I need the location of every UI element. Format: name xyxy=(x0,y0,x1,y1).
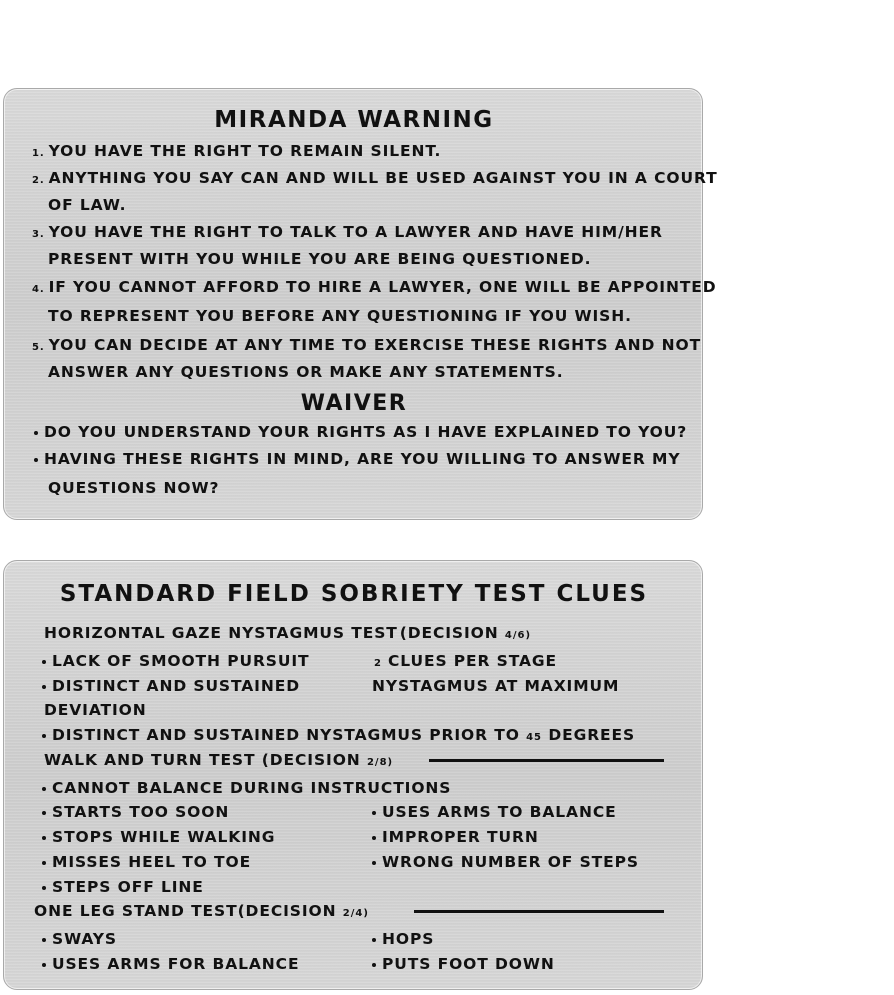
ols-write-line xyxy=(414,910,664,913)
hgn-heading-text: HORIZONTAL GAZE NYSTAGMUS TEST xyxy=(44,624,398,642)
miranda-item-2 xyxy=(32,169,718,187)
bullet-icon xyxy=(372,811,376,815)
wat-clue-left-2 xyxy=(40,828,275,846)
bullet-icon xyxy=(42,963,46,967)
item-text: IF YOU CANNOT AFFORD TO HIRE A LAWYER, ONE WILL BE APPOINTED xyxy=(48,278,717,296)
bullet-icon xyxy=(42,787,46,791)
hgn-heading xyxy=(44,624,531,642)
sobriety-card xyxy=(3,560,703,990)
miranda-item-3 xyxy=(32,223,663,241)
bullet-icon xyxy=(42,811,46,815)
item-text: ANYTHING YOU SAY CAN AND WILL BE USED AGAINST YOU IN A COURT xyxy=(48,169,718,187)
miranda-title: MIRANDA WARNING xyxy=(214,107,494,133)
item-text: CLUES PER STAGE xyxy=(387,652,558,670)
bullet-icon xyxy=(42,836,46,840)
bullet-icon xyxy=(372,836,376,840)
wat-decision-value: 2/8) xyxy=(366,757,394,768)
miranda-item-4 xyxy=(32,278,717,296)
sobriety-title: STANDARD FIELD SOBRIETY TEST CLUES xyxy=(59,581,649,607)
wat-clue-left-4 xyxy=(40,878,204,896)
item-text: DISTINCT AND SUSTAINED xyxy=(52,677,300,695)
bullet-icon xyxy=(42,660,46,664)
item-text: USES ARMS TO BALANCE xyxy=(382,803,617,821)
waiver-title: WAIVER xyxy=(300,391,408,416)
hgn-decision-label: (DECISION xyxy=(399,624,499,642)
item-text: LACK OF SMOOTH PURSUIT xyxy=(52,652,310,670)
hgn-clues-per-stage xyxy=(374,652,557,670)
clues-number: 2 xyxy=(374,658,382,669)
wat-clue-right-3 xyxy=(370,853,639,871)
item-text-2: DEGREES xyxy=(548,726,636,744)
wat-heading xyxy=(44,751,393,769)
hgn-decision-value: 4/6) xyxy=(504,630,532,641)
bullet-icon xyxy=(372,861,376,865)
bullet-icon xyxy=(372,938,376,942)
item-text: WRONG NUMBER OF STEPS xyxy=(382,853,639,871)
miranda-item-2-cont: OF LAW. xyxy=(48,196,127,214)
item-text: YOU HAVE THE RIGHT TO TALK TO A LAWYER AND HAVE HIM/HER xyxy=(48,223,663,241)
bullet-icon xyxy=(34,458,38,462)
waiver-item-2 xyxy=(32,450,681,468)
bullet-icon xyxy=(34,431,38,435)
item-text: YOU CAN DECIDE AT ANY TIME TO EXERCISE THESE RIGHTS AND NOT xyxy=(48,336,702,354)
bullet-icon xyxy=(42,685,46,689)
hgn-clue-distinct-sustained-3: DEVIATION xyxy=(44,701,147,719)
bullet-icon xyxy=(42,861,46,865)
miranda-item-5 xyxy=(32,336,701,354)
ols-clue-right-2 xyxy=(370,955,555,973)
ols-clue-right-1 xyxy=(370,930,434,948)
item-text: YOU HAVE THE RIGHT TO REMAIN SILENT. xyxy=(48,142,442,160)
item-text: STEPS OFF LINE xyxy=(52,878,204,896)
hgn-clue-distinct-sustained-2: NYSTAGMUS AT MAXIMUM xyxy=(372,677,620,695)
item-text: HOPS xyxy=(382,930,435,948)
ols-decision-label: (DECISION xyxy=(237,902,337,920)
hgn-clue-distinct-sustained xyxy=(40,677,300,695)
item-text: STARTS TOO SOON xyxy=(52,803,230,821)
wat-clue-left-3 xyxy=(40,853,251,871)
wat-heading-text: WALK AND TURN TEST xyxy=(44,751,256,769)
wat-clue-balance xyxy=(40,779,451,797)
ols-clue-left-2 xyxy=(40,955,299,973)
wat-write-line xyxy=(429,759,664,762)
bullet-icon xyxy=(42,938,46,942)
item-text: CANNOT BALANCE DURING INSTRUCTIONS xyxy=(52,779,452,797)
miranda-item-4-cont: TO REPRESENT YOU BEFORE ANY QUESTIONING IF YOU WISH. xyxy=(48,307,632,325)
item-text: USES ARMS FOR BALANCE xyxy=(52,955,300,973)
waiver-item-2-cont: QUESTIONS NOW? xyxy=(48,479,220,497)
item-text: DISTINCT AND SUSTAINED NYSTAGMUS PRIOR TO xyxy=(52,726,520,744)
miranda-item-3-cont: PRESENT WITH YOU WHILE YOU ARE BEING QUESTIONED. xyxy=(48,250,592,268)
item-number: 3. xyxy=(32,229,45,240)
wat-clue-right-2 xyxy=(370,828,539,846)
item-text: SWAYS xyxy=(52,930,117,948)
item-number: 1. xyxy=(32,148,45,159)
hgn-clue-prior-45 xyxy=(40,726,635,744)
ols-decision-value: 2/4) xyxy=(342,908,369,919)
item-number: 5. xyxy=(32,342,45,353)
miranda-card xyxy=(3,88,718,520)
wat-clue-left-1 xyxy=(40,803,229,821)
item-text: DO YOU UNDERSTAND YOUR RIGHTS AS I HAVE EXPLAINED TO YOU? xyxy=(44,423,688,441)
bullet-icon xyxy=(42,734,46,738)
ols-clue-left-1 xyxy=(40,930,117,948)
ols-heading xyxy=(34,902,369,920)
item-text: HAVING THESE RIGHTS IN MIND, ARE YOU WILLING TO ANSWER MY xyxy=(44,450,681,468)
waiver-item-1 xyxy=(32,423,687,441)
miranda-item-1 xyxy=(32,142,441,160)
item-number: 2. xyxy=(32,175,45,186)
wat-decision-label: (DECISION xyxy=(261,751,361,769)
degrees-number: 45 xyxy=(526,732,543,743)
item-text: MISSES HEEL TO TOE xyxy=(52,853,252,871)
miranda-item-5-cont: ANSWER ANY QUESTIONS OR MAKE ANY STATEMENTS. xyxy=(48,363,564,381)
item-text: PUTS FOOT DOWN xyxy=(382,955,555,973)
ols-heading-text: ONE LEG STAND TEST xyxy=(34,902,238,920)
hgn-clue-smooth-pursuit xyxy=(40,652,309,670)
bullet-icon xyxy=(372,963,376,967)
item-text: IMPROPER TURN xyxy=(382,828,539,846)
wat-clue-right-1 xyxy=(370,803,617,821)
bullet-icon xyxy=(42,886,46,890)
item-number: 4. xyxy=(32,284,45,295)
item-text: STOPS WHILE WALKING xyxy=(52,828,276,846)
